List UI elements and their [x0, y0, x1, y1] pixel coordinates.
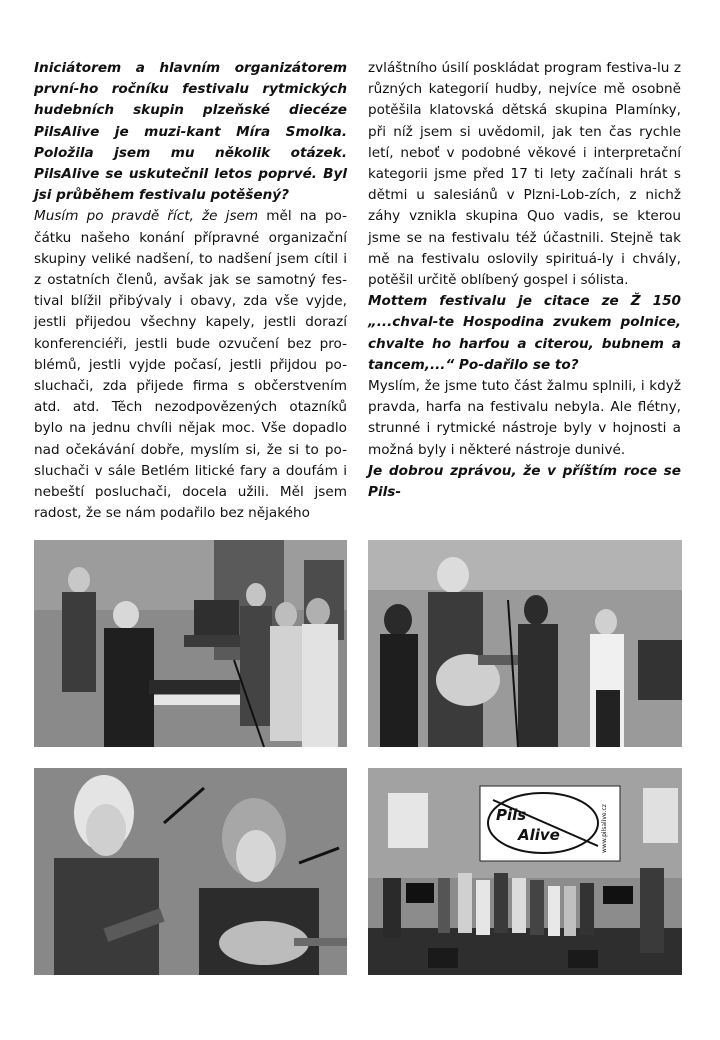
answer-1 — [34, 206, 347, 524]
photo-stage-with-banner — [368, 768, 682, 975]
answer-2: Myslím, že jsme tuto část žalmu splnili, i když pravda, harfa na festivalu nebyla. Ale flétny, strunné i rytmické nástroje byly v hojnosti a možná byly i některé nástroje dunivé. — [368, 378, 681, 458]
banner-text-pils: Pils — [496, 806, 527, 824]
question-1: Iniciátorem a hlavním organizátorem první-ho ročníku festivalu rytmických hudebních skupin plzeňské diecéze PilsAlive je muzi-kant Míra Smolka. Položila jsem mu několik otázek. PilsAlive se uskutečnil letos poprvé. Byl jsi průběhem festivalu potěšený? — [34, 60, 347, 204]
banner-text-alive: Alive — [518, 826, 560, 844]
answer-1-lead: Musím po pravdě říct, že jsem — [34, 208, 259, 225]
photo-violinist-and-guitarist — [34, 768, 347, 975]
article-left-column — [34, 58, 347, 524]
answer-1-body: měl na po-čátku našeho konání přípravné organizační skupiny veliké nadšení, to nadšení jsem cítil i z ostatních členů, avšak jak se samotný fes-tival blížil přibývaly i obavy, zda vše vyjde, jestli přijedou všechny kapely, jestli dorazí konferenciéři, jestli bude ozvučení bez pro-blémů, jestli vyjde počasí, jestli přijdou po-sluchači, zda přijede firma s občerstvením atd. atd. Těch nezodpovězených otazníků bylo na jednu chvíli nějak moc. Vše dopadlo nad očekávání dobře, myslím si, že si to po-sluchači v sále Betlém litické fary a doufám i nebeští posluchači, docela užili. Měl jsem radost, že se nám podařilo bez nějakého — [34, 208, 347, 522]
article-right-column — [368, 58, 681, 503]
answer-1-continued: zvláštního úsilí poskládat program festiva-lu z různých kategorií hudby, nejvíce mě osobně potěšila klatovská dětská skupina Plamínky, při níž jsem si uvědomil, jak ten čas rychle letí, neboť v podobné věkové i interpretační kategorii jsme před 17 ti lety začínali hrát s dětmi u salesiánů v Plzni-Lob-zích, z nichž záhy vznikla skupina Quo vadis, se kterou jsme se na festivalu též účastnili. Stejně tak mě na festivalu oslovily spirituá-ly i chvály, potěšil určitě oblíbený gospel i sólista. — [368, 60, 681, 289]
photo-guitar-band — [368, 540, 682, 747]
question-3: Je dobrou zprávou, že v příštím roce se Pils- — [368, 462, 681, 501]
banner-url: www.pilsalive.cz — [601, 804, 608, 853]
question-2: Mottem festivalu je citace ze Ž 150 „...chval-te Hospodina zvukem polnice, chvalte ho harfou a citerou, bubnem a tancem,...“ Po-dařilo se to? — [368, 293, 681, 373]
photo-keyboard-band — [34, 540, 347, 747]
